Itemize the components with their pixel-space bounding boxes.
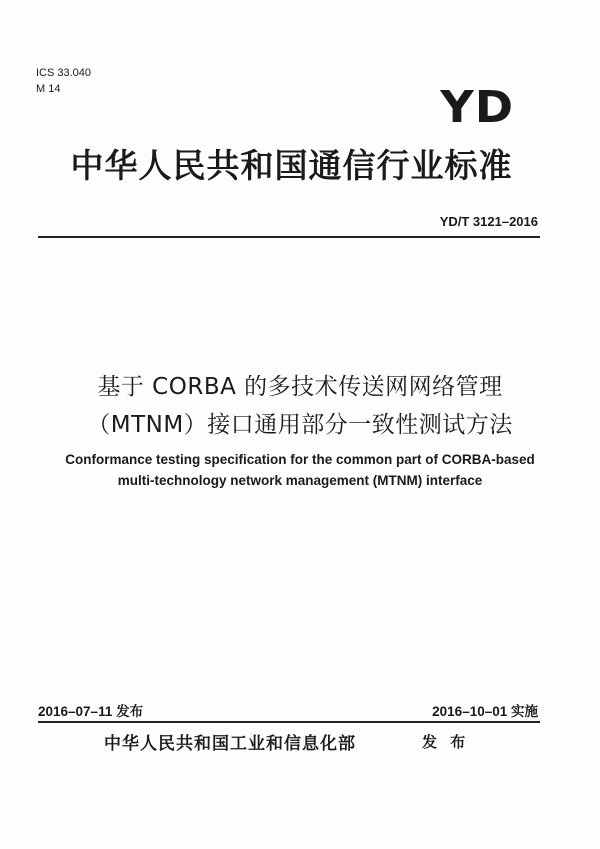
- standard-body-title: 中华人民共和国通信行业标准: [70, 146, 513, 185]
- standard-code: YD/T 3121–2016: [439, 214, 538, 229]
- title-en-line1: Conformance testing specification for the common part of CORBA-based: [65, 452, 535, 467]
- publish-date: 2016–07–11 发布: [38, 704, 144, 719]
- issuing-authority: 中华人民共和国工业和信息化部: [104, 734, 356, 754]
- issue-verb: 发 布: [422, 733, 470, 751]
- title-zh-line2: （MTNM）接口通用部分一致性测试方法: [87, 412, 513, 438]
- ics-code: ICS 33.040: [36, 67, 92, 79]
- top-divider: [38, 236, 540, 238]
- classification-code: M 14: [36, 83, 61, 95]
- bottom-divider: [38, 721, 540, 723]
- implementation-date: 2016–10–01 实施: [432, 704, 538, 719]
- title-zh-line1: 基于 CORBA 的多技术传送网网络管理: [97, 374, 503, 400]
- yd-logo: YD: [439, 82, 514, 133]
- title-en-line2: multi-technology network management (MTNM) interface: [117, 473, 483, 488]
